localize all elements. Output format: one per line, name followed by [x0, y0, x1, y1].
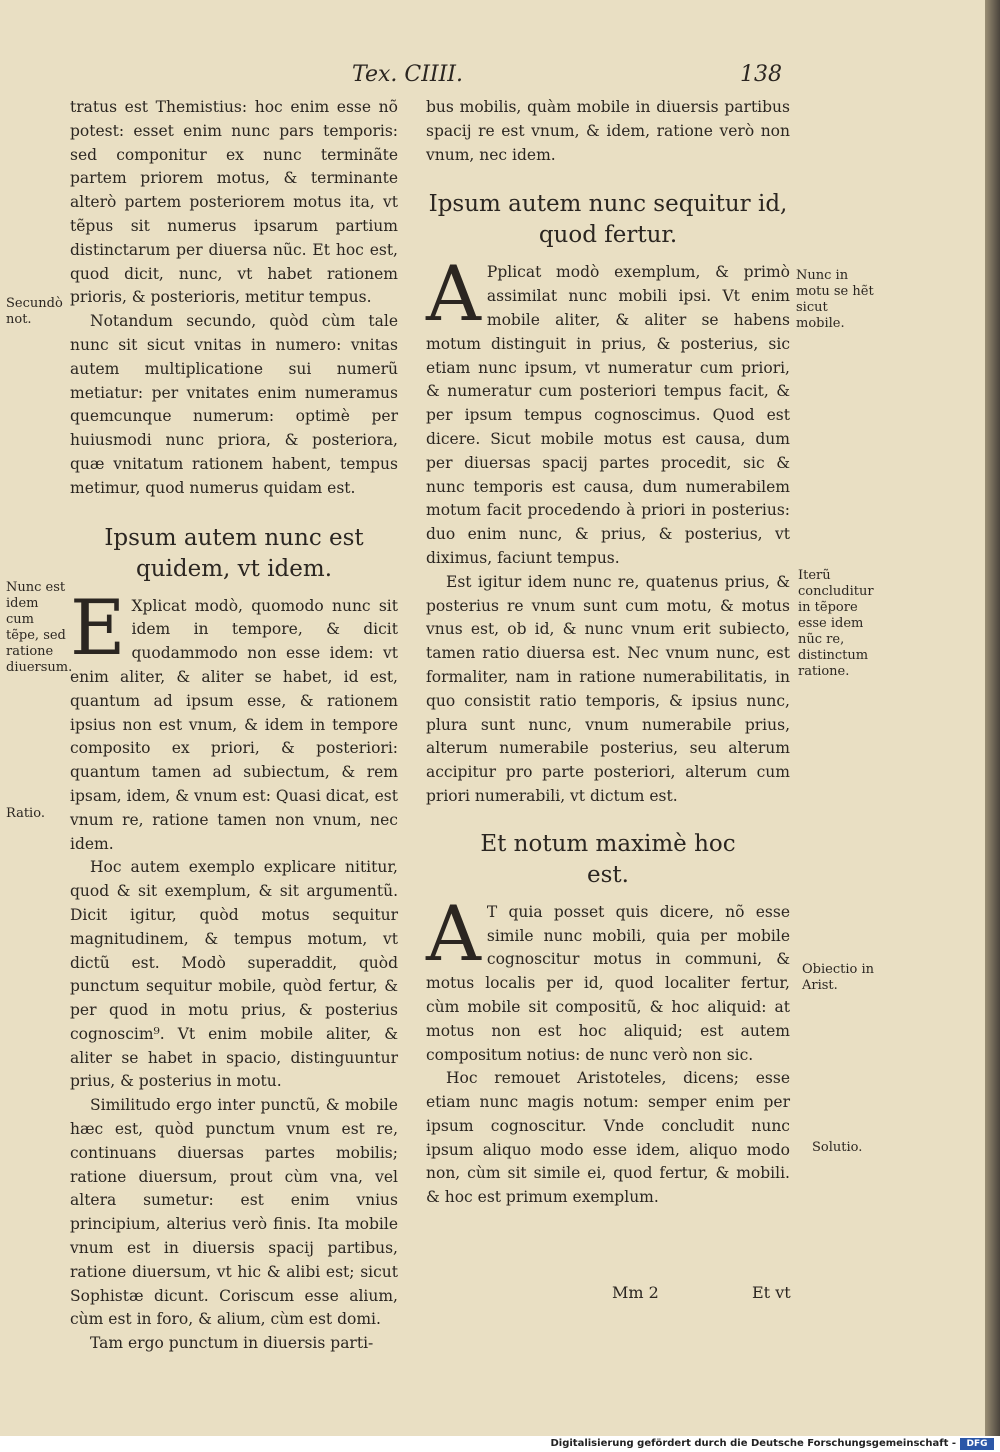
right-column	[426, 96, 790, 1210]
paragraph: Hoc remouet Aristoteles, dicens; esse etiam nunc magis notum: semper enim per ipsum cognoscitur. Vnde concludit nunc ipsum aliquo modo esse idem, aliquo modo non, cùm sit simile ei, quod fertur, & mobili. & hoc est primum exemplum.	[426, 1069, 790, 1207]
margin-note: Iterũ concluditur in tẽpore esse idem nũc re, distinctum ratione.	[798, 568, 874, 679]
section-heading: Ipsum autem nunc sequitur id, quod fertur.	[428, 191, 788, 249]
section-heading: Ipsum autem nunc est quidem, vt idem.	[104, 524, 364, 582]
paragraph: Similitudo ergo inter punctũ, & mobile hæc est, quòd punctum vnum est re, continuans diuersas partes mobilis; ratione diuersum, prout cùm vna, vel altera sumetur: est enim vnius principium, alterius verò finis. Ita mobile vnum est in diuersis spacij partibus, ratione diuersum, vt hic & alibi est; sicut Sophistæ dicunt. Coriscum esse alium, cùm est in foro, & alium, cùm est domi.	[70, 1096, 398, 1329]
paragraph: Notandum secundo, quòd cùm tale nunc sit sicut vnitas in numero: vnitas autem multiplicatione sui numerũ metiatur: per vnitates enim numeramus quemcunque numerum: optimè per huiusmodi nunc priora, & posteriora, quæ vnitatum rationem habent, tempus metimur, quod numerus quidam est.	[70, 312, 398, 497]
drop-cap: E	[70, 582, 126, 672]
paragraph: Est igitur idem nunc re, quatenus prius, & posterius re vnum sunt cum motu, & motus vnus est, ob id, & nunc vnum erit subiecto, tamen ratio diuersa est. Nec vnum nunc, est formaliter, nam in ratione numerabilitatis, in quo consistit ratio temporis, & ipsius nunc, plura sunt nunc, vnum numerabile prius, alterum numerabile posterius, seu alterum accipitur pro parte posteriori, alterum cum priori numerabili, vt dictum est.	[426, 572, 790, 805]
paragraph: bus mobilis, quàm mobile in diuersis partibus spacij re est vnum, & idem, ratione verò non vnum, nec idem.	[426, 98, 790, 164]
margin-note: Obiectio in Arist.	[802, 962, 874, 993]
page-edge-shadow	[985, 0, 1000, 1436]
paragraph: E Xplicat modò, quomodo nunc sit idem in tempore, & dicit quodammodo non esse idem: vt enim aliter, & aliter se habet, id est, quantum ad ipsum esse, & rationem ipsius non est vnum, & idem in tempore composito ex priori, & posteriori: quantum tamen ad subiectum, & rem ipsam, idem, & vnum est: Quasi dicat, est vnum re, ratione tamen non vnum, nec idem.	[70, 582, 398, 853]
margin-note: Nunc est idem cum tẽpe, sed ratione diuersum.	[6, 580, 73, 675]
drop-cap: A	[426, 249, 481, 339]
margin-note: Nunc in motu se hẽt sicut mobile.	[796, 268, 874, 331]
folio-number: 138	[740, 62, 782, 87]
paragraph: A Pplicat modò exemplum, & primò assimilat nunc mobili ipsi. Vt enim mobile aliter, & aliter se habens motum distinguit in prius, & posterius, sic etiam nunc ipsum, vt numeratur cum priori, & numeratur cum posteriori tempus facit, & per ipsum tempus cognoscimus. Quod est dicere. Sicut mobile motus est causa, dum per diuersas spacij partes procedit, sic & nunc temporis est causa, dum numerabilem motum facit procedendo à priori in posterius: duo enim nunc, & prius, & posterius, vt diximus, faciunt tempus.	[426, 249, 790, 567]
signature-mark: Mm 2	[612, 1283, 659, 1302]
left-column	[70, 96, 398, 1356]
margin-note: Secundò not.	[6, 296, 63, 327]
paragraph: Tam ergo punctum in diuersis parti-	[90, 1334, 374, 1353]
paragraph: Hoc autem exemplo explicare nititur, quod & sit exemplum, & sit argumentũ. Dicit igitur, quòd motus sequitur magnitudinem, & tempus motum, vt dictũ est. Modò superaddit, quòd punctum sequitur mobile, quòd fertur, & per quod in motu prius, & posterius cognoscim⁹. Vt enim mobile aliter, & aliter se habet in spacio, distinguuntur prius, & posterius in motu.	[70, 858, 398, 1091]
drop-cap: A	[426, 888, 481, 978]
funding-credit: Digitalisierung gefördert durch die Deutsche Forschungsgemeinschaft -	[550, 1438, 956, 1449]
dfg-logo: DFG	[960, 1438, 994, 1450]
running-header: Tex. CIIII.	[352, 62, 463, 87]
paragraph: A T quia posset quis dicere, nõ esse simile nunc mobili, quia per mobile cognoscitur motus in communi, & motus localis per id, quod localiter fertur, cùm mobile sit compositũ, & hoc aliquid: at motus non est hoc aliquid; est autem compositum notius: de nunc verò non sic.	[426, 888, 790, 1064]
section-heading: Et notum maximè hoc est.	[480, 830, 736, 888]
paragraph: tratus est Themistius: hoc enim esse nõ potest: esset enim nunc pars temporis: sed componitur ex nunc terminãte partem priorem motus, & terminante alterò partem posteriorem motus ita, vt tẽpus sit numerus ipsarum partium distinctarum per diuersa nũc. Et hoc est, quod dicit, nunc, vt habet rationem prioris, & posterioris, metitur tempus.	[70, 98, 398, 307]
margin-note: Ratio.	[6, 806, 45, 821]
catchword: Et vt	[752, 1283, 791, 1302]
margin-note: Solutio.	[812, 1140, 863, 1155]
